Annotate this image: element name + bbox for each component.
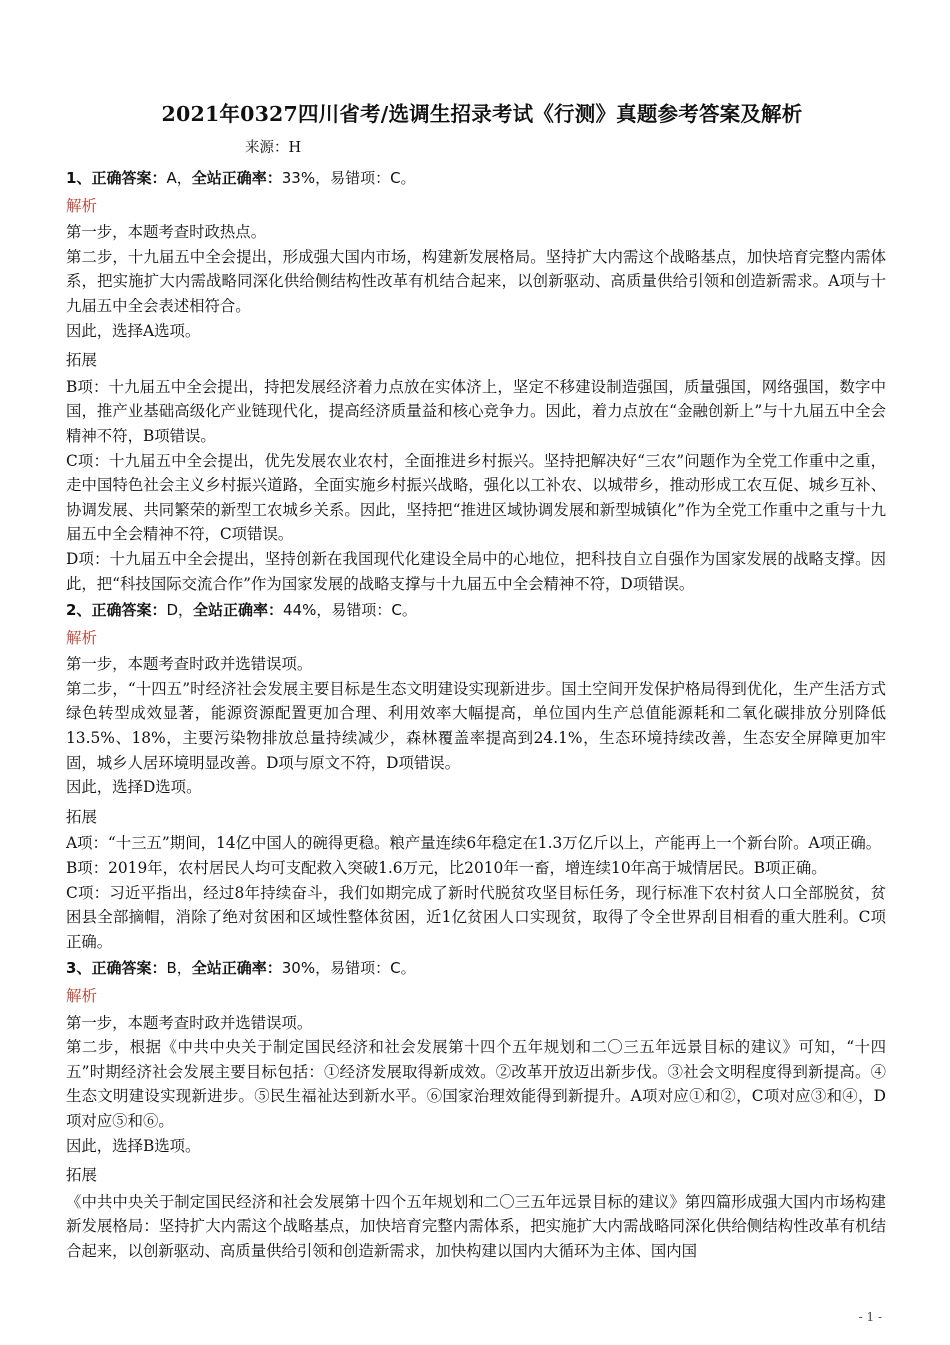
document-body [66,164,886,1264]
paragraph: 第二步，十九届五中全会提出，形成强大国内市场，构建新发展格局。坚持扩大内需这个战略基点，加快培育完整内需体系，把实施扩大内需战略同深化供给侧结构性改革有机结合起来，以创新驱动、高质量供给引领和创造新需求。A项与十九届五中全会表述相符合。 [66,247,886,315]
paragraph: 第一步，本题考查时政并选错误项。 [66,1013,313,1032]
extension-label: 拓展 [66,1166,98,1185]
extension-label: 拓展 [66,351,98,370]
paragraph: 第二步，根据《中共中央关于制定国民经济和社会发展第十四个五年规划和二〇三五年远景目标的建议》可知，“十四五”时期经济社会发展主要目标包括：①经济发展取得新成效。②改革开放迈出新步伐。③社会文明程度得到新提高。④生态文明建设实现新进步。⑤民生福祉达到新水平。⑥国家治理效能得到新提升。A项对应①和②，C项对应③和④，D项对应⑤和⑥。 [66,1038,886,1130]
document-title: 2021年0327四川省考/选调生招录考试《行测》真题参考答案及解析 [161,102,803,126]
source-line: 来源：H [245,140,302,156]
analysis-label: 解析 [66,196,98,215]
paragraph: 因此，选择A选项。 [66,321,201,340]
paragraph: 第二步，“十四五”时经济社会发展主要目标是生态文明建设实现新进步。国土空间开发保护格局得到优化，生产生活方式绿色转型成效显著，能源资源配置更加合理、利用效率大幅提高，单位国内生产总值能源耗和二氧化碳排放分别降低13.5%、18%，主要污染物排放总量持续减少，森林覆盖率提高到24.1%，生态环境持续改善，生态安全屏障更加牢固，城乡人居环境明显改善。D项与原文不符，D项错误。 [66,679,886,772]
question-header: 2、正确答案：D，全站正确率：44%，易错项：C。 [66,601,417,620]
question-header: 3、正确答案：B，全站正确率：30%，易错项：C。 [66,959,416,978]
paragraph: C项：习近平指出，经过8年持续奋斗，我们如期完成了新时代脱贫攻坚目标任务，现行标准下农村贫人口全部脱贫，贫困县全部摘帽，消除了绝对贫困和区域性整体贫困，近1亿贫困人口实现贫，取得了令全世界刮目相看的重大胜利。C项正确。 [66,883,886,951]
paragraph: D项：十九届五中全会提出，坚持创新在我国现代化建设全局中的心地位，把科技自立自强作为国家发展的战略支撑。因此，把“科技国际交流合作”作为国家发展的战略支撑与十九届五中全会精神不符，D项错误。 [66,549,886,593]
paragraph: B项：2019年，农村居民人均可支配救入突破1.6万元，比2010年一畜，增连续10年高于城情居民。B项正确。 [66,859,827,878]
analysis-label: 解析 [66,628,98,647]
paragraph: C项：十九届五中全会提出，优先发展农业农村，全面推进乡村振兴。坚持把解决好“三农”问题作为全党工作重中之重，走中国特色社会主义乡村振兴道路，全面实施乡村振兴战略，强化以工补农、以城带乡，推动形成工农互促、城乡互补、协调发展、共同繁荣的新型工农城乡关系。因此，坚持把“推进区域协调发展和新型城镇化”作为全党工作重中之重与十九届五中全会精神不符，C项错误。 [66,451,886,544]
paragraph: 因此，选择B选项。 [66,1136,201,1155]
paragraph: 因此，选择D选项。 [66,778,202,797]
paragraph: B项：十九届五中全会提出，持把发展经济着力点放在实体济上，坚定不移建设制造强国，质量强国，网络强国，数字中国，推产业基础高级化产业链现代化，提高经济质量益和核心竞争力。因此，着力点放在“金融创新上”与十九届五中全会精神不符，B项错误。 [66,377,886,445]
paragraph: 第一步，本题考查时政并选错误项。 [66,655,313,674]
analysis-label: 解析 [66,987,98,1005]
paragraph: 第一步，本题考查时政热点。 [66,223,267,242]
question-header: 1、正确答案：A，全站正确率：33%，易错项：C。 [66,169,416,187]
paragraph: 《中共中央关于制定国民经济和社会发展第十四个五年规划和二〇三五年远景目标的建议》第四篇形成强大国内市场构建新发展格局：坚持扩大内需这个战略基点，加快培育完整内需体系，把实施扩大内需战略同深化供给侧结构性改革有机结合起来，以创新驱动、高质量供给引领和创造新需求，加快构建以国内大循环为主体、国内国 [66,1192,886,1260]
extension-label: 拓展 [66,807,98,826]
page-number: - 1 - [858,1310,882,1324]
paragraph: A项：“十三五”期间，14亿中国人的碗得更稳。粮产量连续6年稳定在1.3万亿斤以上，产能再上一个新台阶。A项正确。 [66,834,882,853]
